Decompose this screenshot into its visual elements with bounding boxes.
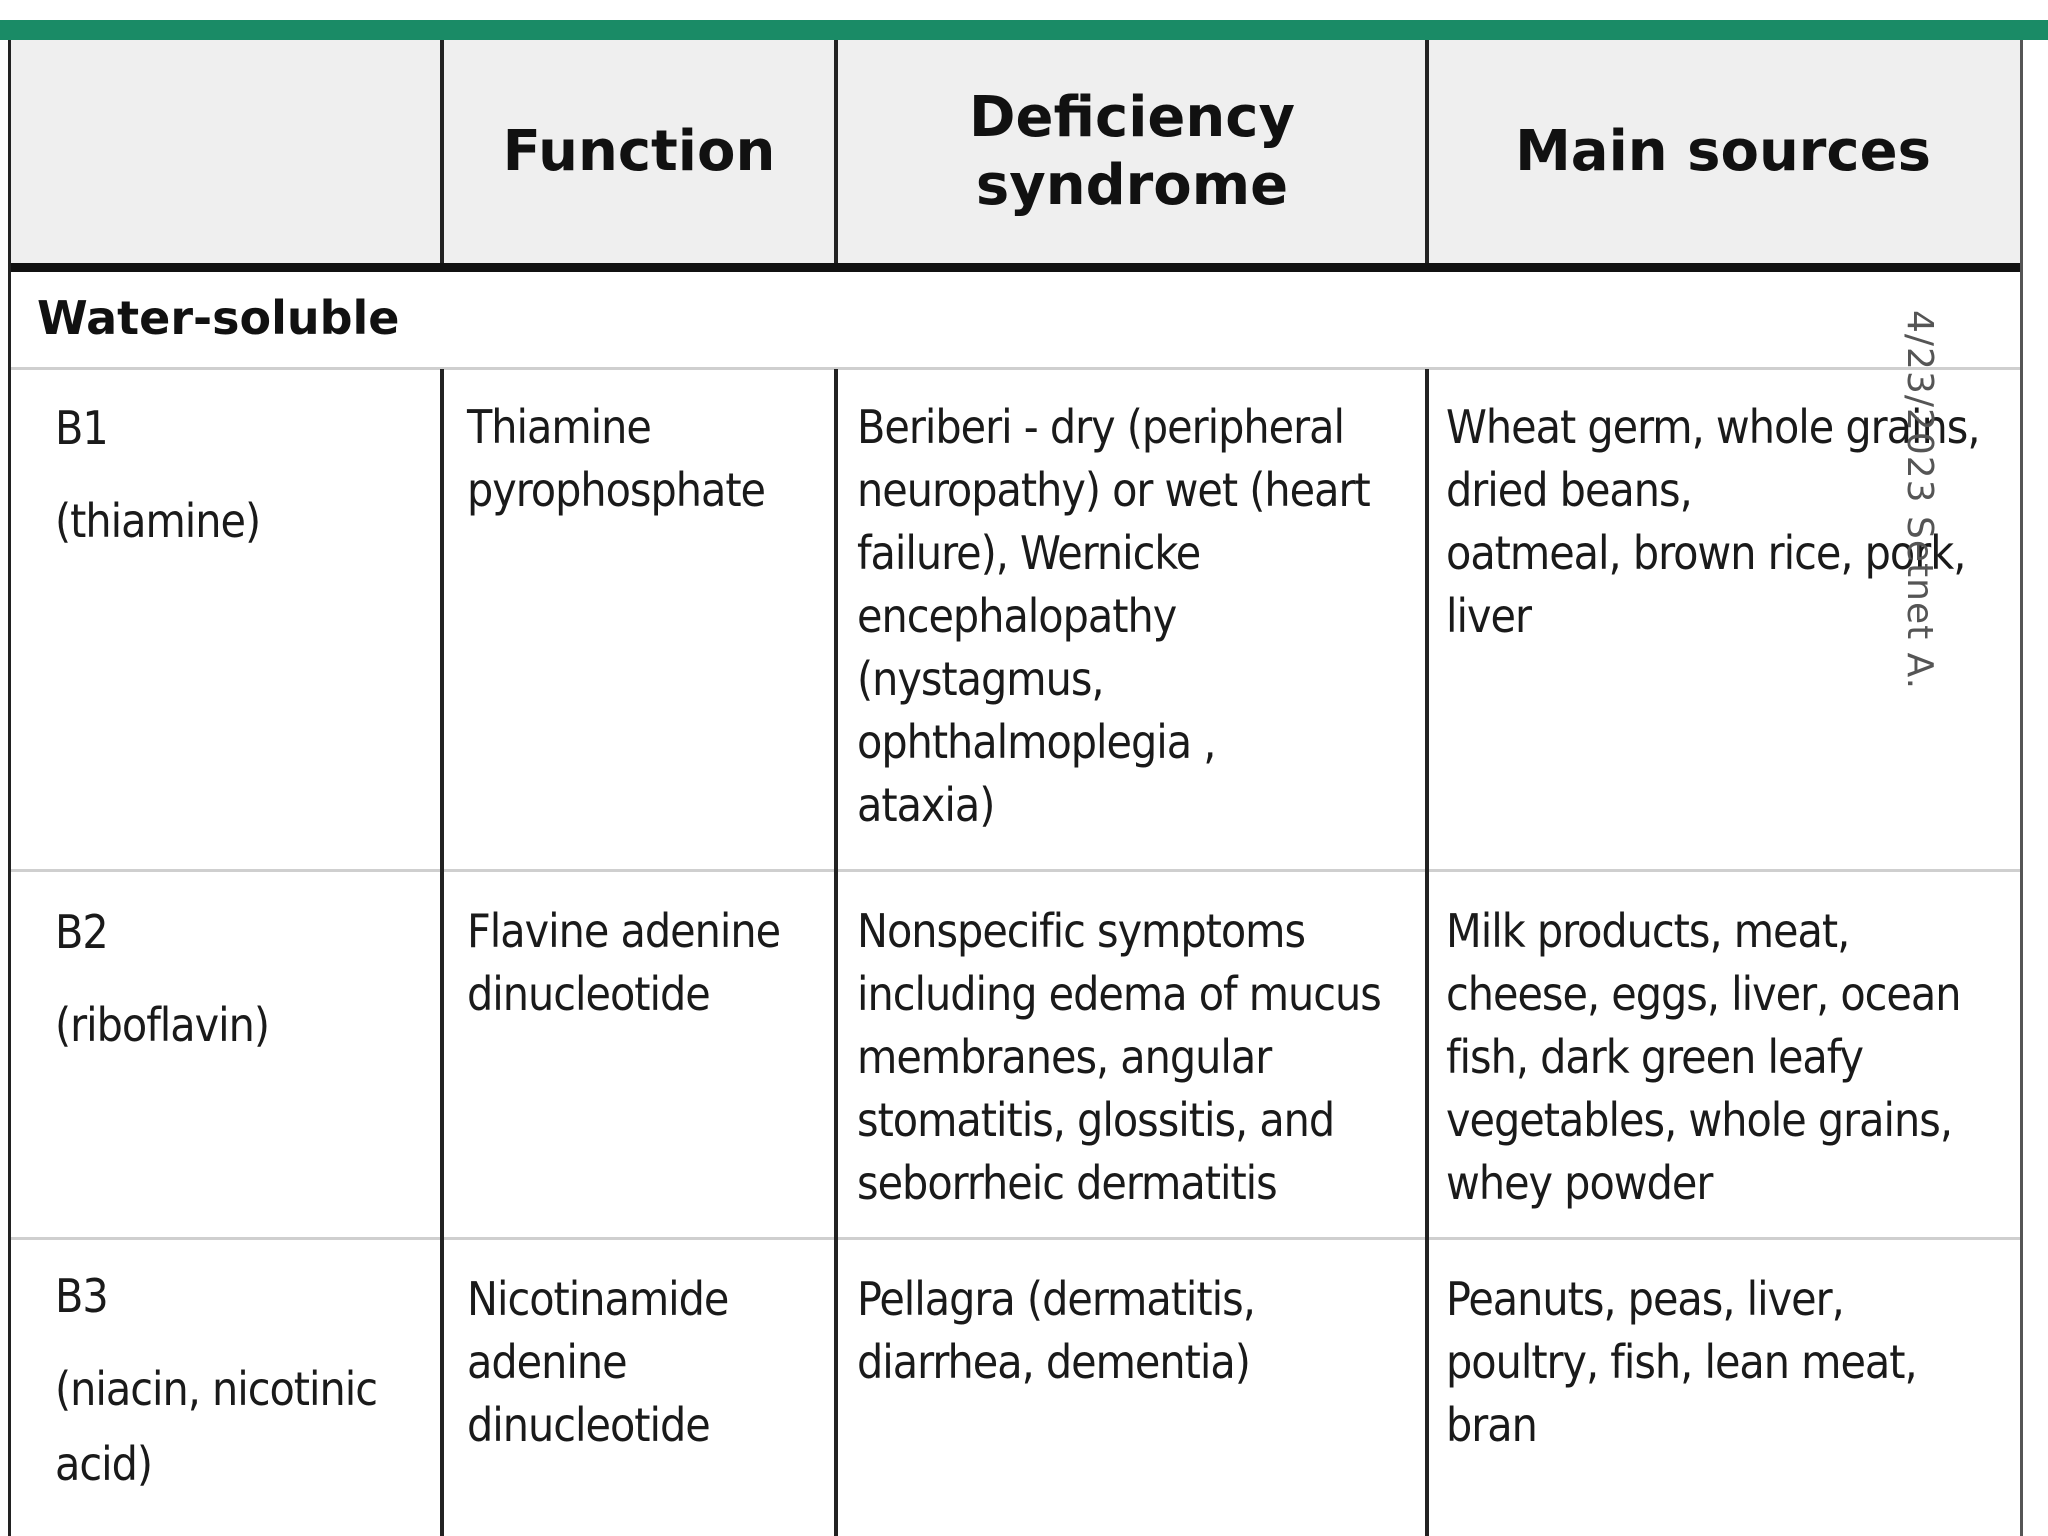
cell-line: Thiamine [467, 400, 651, 454]
vitamin-name: (riboflavin) [55, 998, 270, 1052]
table-row-b1-deficiency [857, 396, 1370, 837]
cell-line: Nonspecific symptoms [857, 904, 1306, 958]
cell-line: encephalopathy [857, 589, 1177, 643]
cell-line: oatmeal, brown rice, pork, [1446, 526, 1966, 580]
cell-line: including edema of mucus [857, 967, 1381, 1021]
header-deficiency-line2: syndrome [975, 152, 1289, 218]
table-row-b2-vitamin [55, 904, 269, 1063]
cell-line: neuropathy) or wet (heart [857, 463, 1370, 517]
cell-line: Milk products, meat, [1446, 904, 1850, 958]
table-row-b2-function [467, 900, 780, 1026]
cell-line: dinucleotide [467, 1398, 710, 1452]
row-divider [11, 869, 2020, 872]
cell-line: Pellagra (dermatitis, [857, 1272, 1255, 1326]
header-rule [11, 263, 2020, 272]
table-row-b2-sources [1446, 900, 1960, 1215]
column-divider [1425, 40, 1429, 263]
table-row-b3-function [467, 1268, 728, 1457]
cell-line: ataxia) [857, 778, 995, 832]
header-deficiency-line1: Deficiency [969, 84, 1295, 150]
table-row-b3-sources [1446, 1268, 1917, 1457]
cell-line: whey powder [1446, 1156, 1713, 1210]
cell-line: liver [1446, 589, 1531, 643]
cell-line: adenine [467, 1335, 627, 1389]
slide-date-watermark: 4/23/2023 Setnet A. [1899, 310, 1940, 691]
cell-line: bran [1446, 1398, 1537, 1452]
cell-line: stomatitis, glossitis, and [857, 1093, 1335, 1147]
column-divider [834, 40, 838, 263]
table-row-b1-function [467, 396, 765, 522]
header-vitamin [11, 40, 441, 263]
cell-line: Nicotinamide [467, 1272, 729, 1326]
vitamin-code: B1 [55, 401, 108, 455]
column-divider [440, 40, 444, 263]
vitamin-code: B2 [55, 905, 108, 959]
table-row-b2-deficiency [857, 900, 1381, 1215]
cell-line: poultry, fish, lean meat, [1446, 1335, 1917, 1389]
header-deficiency [837, 40, 1427, 263]
vitamin-name: (thiamine) [55, 494, 261, 548]
cell-line: Wheat germ, whole grains, [1446, 400, 1980, 454]
cell-line: dried beans, [1446, 463, 1692, 517]
header-function: Function [502, 118, 776, 184]
vitamin-name-line: acid) [55, 1437, 153, 1491]
column-divider [440, 369, 444, 1536]
cell-line: (nystagmus, [857, 652, 1104, 706]
cell-line: Flavine adenine [467, 904, 781, 958]
table-row-b1-vitamin [55, 400, 260, 559]
cell-line: seborrheic dermatitis [857, 1156, 1277, 1210]
table-row-b3-deficiency [857, 1268, 1255, 1394]
cell-line: ophthalmoplegia , [857, 715, 1216, 769]
cell-line: vegetables, whole grains, [1446, 1093, 1952, 1147]
cell-line: Beriberi - dry (peripheral [857, 400, 1344, 454]
cell-line: diarrhea, dementia) [857, 1335, 1250, 1389]
cell-line: fish, dark green leafy [1446, 1030, 1864, 1084]
accent-bar [0, 20, 2048, 40]
table-row-b3-vitamin [55, 1268, 377, 1502]
cell-line: cheese, eggs, liver, ocean [1446, 967, 1961, 1021]
column-divider [834, 369, 838, 1536]
vitamin-name-line: (niacin, nicotinic [55, 1362, 378, 1416]
cell-line: failure), Wernicke [857, 526, 1201, 580]
cell-line: Peanuts, peas, liver, [1446, 1272, 1844, 1326]
column-divider [1425, 369, 1429, 1536]
vitamin-code: B3 [55, 1269, 108, 1323]
section-label: Water-soluble [37, 291, 400, 345]
row-divider [11, 1237, 2020, 1240]
row-divider [11, 367, 2020, 370]
vitamin-table [8, 40, 2023, 1536]
cell-line: dinucleotide [467, 967, 710, 1021]
cell-line: membranes, angular [857, 1030, 1272, 1084]
cell-line: pyrophosphate [467, 463, 766, 517]
header-sources: Main sources [1515, 118, 1931, 184]
